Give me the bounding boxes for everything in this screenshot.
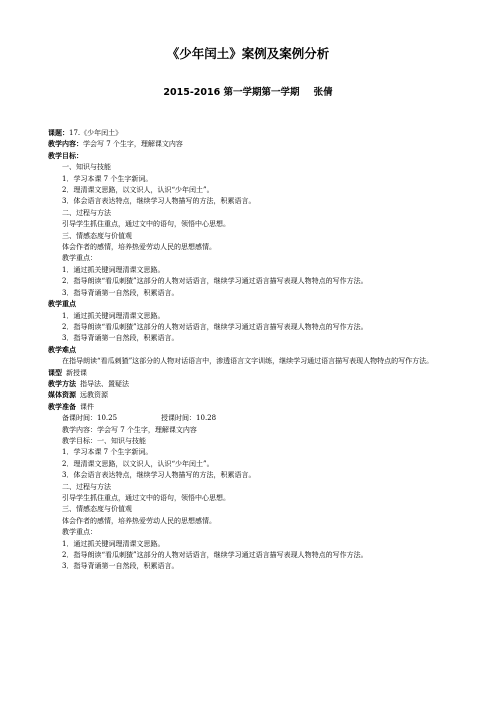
method-value: 指导法、置疑法 — [80, 379, 129, 388]
keypoints-inline-label: 教学重点： — [62, 528, 97, 537]
document-subtitle — [0, 84, 496, 98]
list-item: 2．指导朗读“看瓜刺猹”这部分的人物对话语言，继续学习通过语言描写表现人物特点的写作方法。 — [62, 551, 368, 560]
difficulty-label: 教学难点 — [48, 345, 76, 354]
document-title: 《少年闰土》案例及案例分析 — [166, 46, 330, 61]
difficulty-text: 在指导朗读“看瓜刺猹”这部分的人物对话语言中，渗透语言文字训练，继续学习通过语言描写表现人物特点的写作方法。 — [62, 357, 434, 366]
goals-label: 教学目标： — [48, 151, 83, 160]
list-item: 2．指导朗读“看瓜刺猹”这部分的人物对话语言，继续学习通过语言描写表现人物特点的写作方法。 — [62, 277, 368, 286]
section-heading: 二、过程与方法 — [62, 482, 111, 491]
section-heading: 三、情感态度与价值观 — [62, 505, 132, 514]
list-item: 3．体会语言表达特点，继续学习人物描写的方法，积累语言。 — [62, 197, 256, 206]
section-heading: 一、知识与技能 — [62, 163, 111, 172]
type-value: 新授课 — [66, 368, 87, 377]
content-label: 教学内容： — [48, 140, 83, 149]
paragraph: 教学内容：学会写 7 个生字，理解课文内容 — [62, 425, 197, 434]
list-item: 3．指导背诵第一自然段，积累语言。 — [62, 334, 179, 343]
prep-label: 教学准备 — [48, 402, 76, 411]
time-line — [48, 413, 458, 424]
paragraph: 体会作者的感情，培养热爱劳动人民的思想感情。 — [62, 516, 216, 525]
method-label: 教学方法 — [48, 379, 76, 388]
list-item: 2．理清课文思路，以文识人，认识“少年闰土”。 — [62, 459, 214, 468]
term-label: 2015-2016 第一学期第一学期 — [163, 87, 300, 98]
media-label: 媒体资源 — [48, 391, 76, 400]
keypoints-label: 教学重点 — [48, 300, 76, 309]
list-item: 3．指导背诵第一自然段，积累语言。 — [62, 288, 179, 297]
list-item: 3．体会语言表达特点，继续学习人物描写的方法，积累语言。 — [62, 471, 256, 480]
paragraph: 教学目标：一、知识与技能 — [62, 436, 146, 445]
paragraph: 体会作者的感情，培养热爱劳动人民的思想感情。 — [62, 243, 216, 252]
teacher-name: 张倩 — [313, 87, 333, 98]
content-value: 学会写 7 个生字，理解课文内容 — [83, 140, 183, 149]
media-value: 远教资源 — [80, 391, 108, 400]
section-heading: 二、过程与方法 — [62, 208, 111, 217]
topic-label: 课题： — [48, 129, 69, 137]
teach-time: 授课时间：10.28 — [161, 414, 217, 423]
list-item: 2．指导朗读“看瓜刺猹”这部分的人物对话语言，继续学习通过语言描写表现人物特点的写作方法。 — [62, 322, 368, 331]
topic-value: 17.《少年闰土》 — [69, 129, 123, 137]
paragraph: 引导学生抓住重点，通过文中的语句，领悟中心思想。 — [62, 220, 230, 229]
media-line — [48, 390, 458, 401]
list-item: 1．学习本课 7 个生字新词。 — [62, 174, 153, 183]
method-line — [48, 379, 458, 390]
section-heading: 三、情感态度与价值观 — [62, 231, 132, 240]
list-item: 2．理清课文思路，以文识人，认识“少年闰土”。 — [62, 186, 214, 195]
type-label: 课型 — [48, 368, 62, 377]
topic-line — [48, 128, 458, 139]
prep-time: 备课时间：10.25 — [62, 414, 118, 423]
keypoints-inline-label: 教学重点： — [62, 254, 97, 263]
document-body — [48, 128, 458, 573]
list-item: 1．学习本课 7 个生字新词。 — [62, 448, 153, 457]
list-item: 1．通过抓关键词理清课文思路。 — [62, 265, 165, 274]
prep-value: 课件 — [80, 402, 94, 411]
prep-line — [48, 402, 458, 413]
list-item: 3．指导背诵第一自然段，积累语言。 — [62, 562, 179, 571]
list-item: 1．通过抓关键词理清课文思路。 — [62, 539, 165, 548]
type-line — [48, 368, 458, 379]
paragraph: 引导学生抓住重点，通过文中的语句，领悟中心思想。 — [62, 494, 230, 502]
list-item: 1．通过抓关键词理清课文思路。 — [62, 311, 165, 320]
content-line — [48, 139, 458, 150]
